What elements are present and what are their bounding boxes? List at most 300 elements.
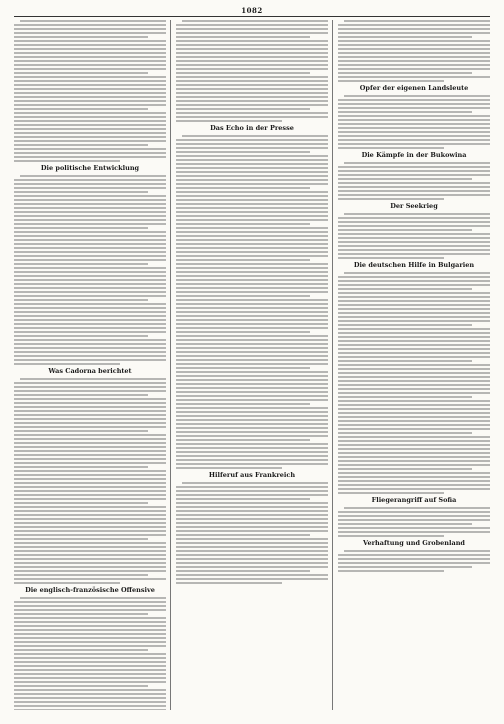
text-line [338, 328, 490, 330]
text-line [176, 570, 310, 572]
text-line [14, 677, 166, 679]
text-line [14, 629, 166, 631]
text-line [338, 186, 490, 188]
text-line [14, 398, 166, 400]
text-line [338, 412, 490, 414]
text-line [14, 323, 166, 325]
text-line [176, 379, 328, 381]
text-line [14, 502, 148, 504]
text-line [14, 24, 166, 26]
text-line [338, 107, 490, 109]
text-line [176, 542, 328, 544]
text-line [338, 519, 490, 521]
text-line [338, 352, 490, 354]
text-line [176, 371, 328, 373]
text-line [182, 482, 328, 484]
text-line [14, 271, 166, 273]
text-line [14, 534, 166, 536]
text-line [14, 72, 148, 74]
text-line [14, 442, 166, 444]
body-text-block [338, 507, 490, 537]
text-line [14, 394, 148, 396]
text-line [14, 550, 166, 552]
text-line [338, 360, 472, 362]
text-line [14, 661, 166, 663]
text-line [338, 320, 490, 322]
text-line [338, 460, 490, 462]
text-line [176, 562, 328, 564]
text-line [14, 108, 148, 110]
text-line [14, 291, 166, 293]
text-line [176, 506, 328, 508]
text-line [14, 649, 148, 651]
text-line [338, 324, 472, 326]
text-line [14, 617, 166, 619]
text-line [176, 363, 328, 365]
section-heading: Die Kämpfe in der Bukowina [361, 151, 467, 159]
text-line [338, 420, 490, 422]
text-line [14, 219, 166, 221]
text-line [176, 120, 282, 122]
text-line [338, 392, 490, 394]
text-line [14, 705, 166, 707]
text-line [14, 458, 166, 460]
text-line [338, 440, 490, 442]
section-heading: Die politische Entwicklung [40, 164, 140, 172]
text-line [176, 231, 328, 233]
text-line [338, 60, 490, 62]
text-line [14, 438, 166, 440]
text-line [176, 582, 282, 584]
text-line [176, 151, 310, 153]
text-line [14, 482, 166, 484]
text-line [176, 299, 328, 301]
text-line [176, 171, 328, 173]
text-line [338, 225, 490, 227]
text-line [14, 243, 166, 245]
text-line [14, 363, 120, 365]
column-1 [14, 20, 166, 710]
text-line [338, 511, 490, 513]
text-line [14, 526, 166, 528]
text-line [338, 182, 490, 184]
text-line [176, 554, 328, 556]
text-line [14, 311, 166, 313]
text-line [14, 562, 166, 564]
text-line [14, 386, 166, 388]
text-line [14, 434, 166, 436]
text-line [338, 308, 490, 310]
text-line [14, 144, 148, 146]
text-line [176, 179, 328, 181]
text-line [176, 52, 328, 54]
text-line [176, 163, 328, 165]
text-line [14, 44, 166, 46]
text-line [338, 562, 490, 564]
text-line [14, 506, 166, 508]
body-text-block [176, 20, 328, 122]
text-line [338, 32, 490, 34]
text-line [176, 215, 328, 217]
text-line [176, 435, 328, 437]
text-line [14, 422, 166, 424]
text-line [338, 135, 490, 137]
text-line [14, 231, 166, 233]
text-line [176, 283, 328, 285]
text-line [14, 160, 120, 162]
text-line [14, 32, 166, 34]
text-line [176, 104, 328, 106]
text-line [176, 367, 310, 369]
text-line [338, 217, 490, 219]
text-line [338, 237, 490, 239]
text-line [176, 291, 328, 293]
text-line [176, 447, 328, 449]
text-line [338, 80, 444, 82]
text-line [176, 36, 310, 38]
text-line [338, 488, 490, 490]
text-line [176, 239, 328, 241]
text-line [182, 135, 328, 137]
text-line [338, 300, 490, 302]
text-line [176, 530, 328, 532]
text-line [338, 72, 472, 74]
text-line [14, 100, 166, 102]
text-line [14, 633, 166, 635]
text-line [14, 136, 166, 138]
text-line [14, 582, 120, 584]
text-line [338, 253, 490, 255]
text-line [176, 443, 328, 445]
text-line [338, 484, 490, 486]
text-line [176, 32, 328, 34]
text-line [14, 673, 166, 675]
text-line [14, 207, 166, 209]
text-line [176, 375, 328, 377]
text-line [14, 410, 166, 412]
text-line [338, 535, 444, 537]
text-line [338, 531, 490, 533]
text-line [344, 213, 490, 215]
text-line [14, 494, 166, 496]
column-separator [332, 20, 333, 710]
text-line [176, 546, 328, 548]
text-line [14, 657, 166, 659]
text-line [176, 96, 328, 98]
text-line [14, 112, 166, 114]
text-line [338, 68, 490, 70]
text-line [176, 335, 328, 337]
text-line [338, 448, 490, 450]
text-line [338, 428, 490, 430]
text-line [338, 380, 490, 382]
top-rule [14, 16, 490, 17]
text-line [338, 170, 490, 172]
text-line [14, 681, 166, 683]
text-line [14, 359, 166, 361]
column-2 [176, 20, 328, 710]
text-line [176, 72, 310, 74]
text-line [14, 510, 166, 512]
text-line [176, 538, 328, 540]
text-line [338, 36, 472, 38]
text-line [176, 518, 328, 520]
text-line [14, 339, 166, 341]
text-line [176, 467, 282, 469]
text-line [14, 299, 148, 301]
body-text-block [14, 597, 166, 710]
text-line [14, 470, 166, 472]
text-line [176, 259, 310, 261]
section-heading: Die englisch-französische Offensive [25, 586, 155, 594]
text-line [176, 486, 328, 488]
text-line [14, 84, 166, 86]
text-line [338, 288, 472, 290]
text-line [338, 492, 444, 494]
text-line [176, 24, 328, 26]
text-line [14, 522, 166, 524]
text-line [176, 427, 328, 429]
text-line [176, 187, 310, 189]
text-line [338, 336, 490, 338]
text-line [20, 378, 166, 380]
text-line [338, 233, 490, 235]
text-line [176, 534, 310, 536]
text-line [14, 132, 166, 134]
text-line [338, 111, 472, 113]
text-line [14, 709, 166, 710]
section-heading: Die deutschen Hilfe in Bulgarien [353, 261, 475, 269]
text-line [14, 60, 166, 62]
text-line [176, 331, 310, 333]
text-line [14, 454, 166, 456]
text-line [14, 223, 166, 225]
text-line [14, 609, 166, 611]
text-line [14, 613, 148, 615]
text-line [338, 566, 472, 568]
text-line [176, 155, 328, 157]
text-line [344, 550, 490, 552]
body-text-block [338, 550, 490, 572]
text-line [176, 423, 328, 425]
text-line [14, 554, 166, 556]
section-heading: Der Seekrieg [390, 202, 438, 210]
column-separator [170, 20, 171, 710]
body-text-block [176, 135, 328, 469]
text-line [176, 56, 328, 58]
text-line [20, 597, 166, 599]
text-line [14, 446, 166, 448]
text-line [338, 229, 472, 231]
text-line [14, 68, 166, 70]
body-text-block [338, 272, 490, 494]
text-line [338, 452, 490, 454]
text-line [176, 191, 328, 193]
text-line [338, 24, 490, 26]
text-line [338, 340, 490, 342]
text-line [14, 347, 166, 349]
text-line [14, 514, 166, 516]
text-line [14, 578, 166, 580]
column-3 [338, 20, 490, 710]
text-line [176, 355, 328, 357]
text-line [14, 247, 166, 249]
text-line [14, 307, 166, 309]
text-line [338, 245, 490, 247]
text-line [338, 52, 490, 54]
text-line [338, 523, 472, 525]
text-line [176, 415, 328, 417]
text-line [176, 439, 310, 441]
text-line [338, 40, 490, 42]
text-line [14, 104, 166, 106]
text-line [14, 701, 166, 703]
section-heading: Was Cadorna berichtet [48, 367, 132, 375]
text-line [14, 653, 166, 655]
text-line [344, 507, 490, 509]
text-line [14, 693, 166, 695]
text-line [14, 335, 148, 337]
text-line [338, 436, 490, 438]
text-line [338, 432, 472, 434]
text-line [14, 641, 166, 643]
text-line [338, 166, 490, 168]
body-text-block [338, 20, 490, 82]
text-line [338, 312, 490, 314]
text-line [14, 605, 166, 607]
text-line [338, 241, 490, 243]
text-line [14, 64, 166, 66]
text-line [338, 384, 490, 386]
text-line [176, 566, 328, 568]
text-line [14, 287, 166, 289]
text-line [14, 116, 166, 118]
text-line [338, 372, 490, 374]
text-line [14, 351, 166, 353]
text-line [14, 315, 166, 317]
body-text-block [14, 175, 166, 365]
text-line [176, 64, 328, 66]
text-line [14, 195, 166, 197]
text-line [338, 444, 490, 446]
text-line [176, 490, 328, 492]
text-line [338, 119, 490, 121]
body-text-block [14, 378, 166, 584]
text-line [14, 542, 166, 544]
text-line [14, 36, 148, 38]
text-line [338, 103, 490, 105]
text-line [176, 419, 328, 421]
text-line [176, 44, 328, 46]
text-line [176, 159, 328, 161]
text-line [176, 339, 328, 341]
text-line [14, 120, 166, 122]
text-line [176, 88, 328, 90]
text-line [338, 464, 490, 466]
text-line [14, 263, 148, 265]
text-line [14, 538, 148, 540]
text-line [176, 407, 328, 409]
text-line [338, 56, 490, 58]
text-line [14, 92, 166, 94]
text-line [14, 199, 166, 201]
text-line [338, 296, 490, 298]
text-line [176, 139, 328, 141]
text-line [14, 450, 166, 452]
text-line [14, 76, 166, 78]
text-line [176, 243, 328, 245]
text-line [176, 211, 328, 213]
text-line [14, 462, 166, 464]
text-line [176, 223, 310, 225]
text-line [338, 570, 444, 572]
text-line [176, 395, 328, 397]
text-line [14, 355, 166, 357]
text-line [176, 279, 328, 281]
text-line [14, 295, 166, 297]
text-line [338, 332, 490, 334]
text-line [176, 351, 328, 353]
text-line [14, 430, 148, 432]
text-line [182, 20, 328, 22]
text-line [176, 251, 328, 253]
text-line [14, 48, 166, 50]
text-line [176, 147, 328, 149]
text-line [176, 271, 328, 273]
text-line [14, 56, 166, 58]
text-line [338, 44, 490, 46]
text-line [14, 96, 166, 98]
text-line [176, 431, 328, 433]
text-line [338, 388, 490, 390]
text-line [176, 319, 328, 321]
text-line [176, 343, 328, 345]
text-line [176, 247, 328, 249]
text-line [338, 554, 490, 556]
text-line [176, 455, 328, 457]
text-line [338, 284, 490, 286]
text-line [176, 227, 328, 229]
section-heading: Verhaftung und Grobenland [363, 539, 465, 547]
text-line [176, 399, 328, 401]
text-line [14, 259, 166, 261]
text-line [338, 472, 490, 474]
text-line [338, 276, 490, 278]
text-line [338, 280, 490, 282]
text-line [14, 490, 166, 492]
body-text-block [176, 482, 328, 584]
text-line [338, 400, 490, 402]
text-line [176, 387, 328, 389]
text-line [14, 40, 166, 42]
text-line [176, 100, 328, 102]
text-line [338, 344, 490, 346]
text-line [14, 390, 166, 392]
text-line [176, 514, 328, 516]
text-line [176, 311, 328, 313]
text-line [338, 304, 490, 306]
text-line [14, 28, 166, 30]
text-line [338, 408, 490, 410]
text-line [176, 68, 328, 70]
text-line [14, 319, 166, 321]
text-line [176, 116, 328, 118]
text-line [176, 303, 328, 305]
text-line [338, 147, 444, 149]
text-line [338, 257, 444, 259]
text-line [338, 368, 490, 370]
text-line [14, 645, 166, 647]
